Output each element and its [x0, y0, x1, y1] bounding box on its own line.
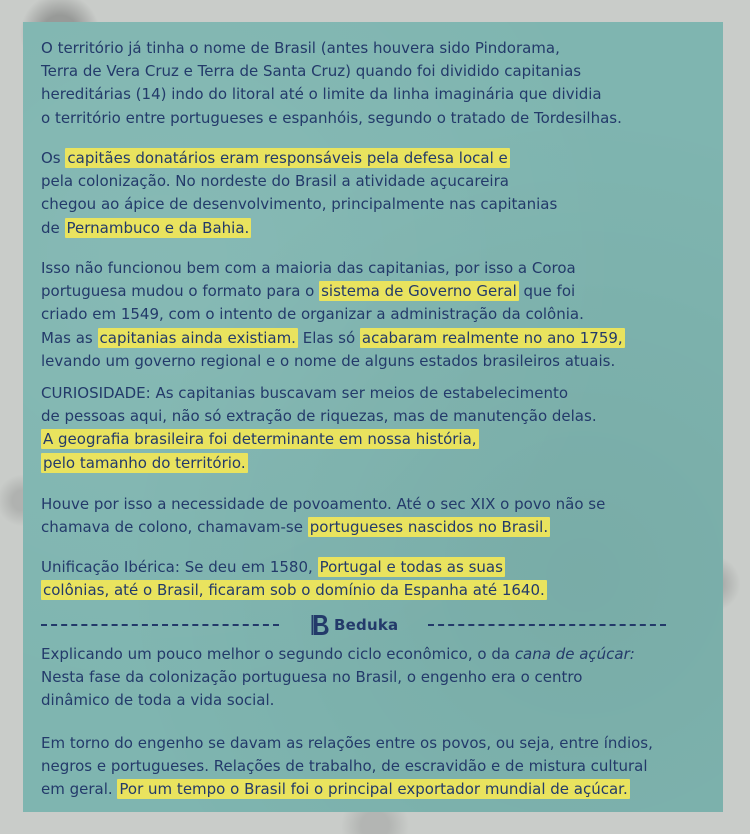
text-line [41, 280, 711, 303]
text-run: Unificação Ibérica: Se deu em 1580, [41, 558, 318, 576]
dashed-line-right [428, 624, 666, 626]
text-run: chamava de colono, chamavam-se [41, 518, 308, 537]
text-line [41, 579, 711, 602]
text-line: o território entre portugueses e espanhóis, segundo o tratado de Tordesilhas. [41, 108, 622, 127]
text-line [41, 217, 711, 240]
paragraph-curiosidade [41, 382, 711, 475]
text-line: criado em 1549, com o intento de organizar a administração da colônia. [41, 305, 584, 324]
beduka-logo [311, 612, 398, 638]
text-run: Os [41, 149, 66, 167]
italic-text: cana de açúcar: [514, 645, 635, 663]
text-run: Mas as [41, 328, 98, 347]
text-line [41, 643, 711, 666]
paragraph-cana-de-acucar [41, 643, 711, 713]
text-line: O território já tinha o nome de Brasil (antes houvera sido Pindorama, [41, 39, 560, 57]
text-run: de [41, 218, 65, 237]
paragraph-territory [41, 37, 711, 130]
beduka-b-icon [311, 613, 331, 637]
highlight: Portugal e todas as suas [319, 558, 503, 576]
highlight: pelo tamanho do território. [43, 453, 246, 472]
highlight: sistema de Governo Geral [321, 282, 517, 301]
text-line: Isso não funcionou bem com a maioria das capitanias, por isso a Coroa [41, 259, 576, 277]
text-line: dinâmico de toda a vida social. [41, 691, 275, 710]
text-line: pela colonização. No nordeste do Brasil a atividade açucareira [41, 172, 509, 191]
text-run: Explicando um pouco melhor o segundo ciclo econômico, o da [41, 645, 515, 663]
text-line: chegou ao ápice de desenvolvimento, principalmente nas capitanias [41, 195, 558, 214]
highlight: capitanias ainda existiam. [99, 328, 296, 347]
highlight: acabaram realmente no ano 1759, [361, 328, 623, 347]
text-line: de pessoas aqui, não só extração de riquezas, mas de manutenção delas. [41, 407, 597, 426]
text-line: CURIOSIDADE: As capitanias buscavam ser meios de estabelecimento [41, 384, 569, 402]
text-run: Elas só [297, 328, 360, 347]
highlight: colônias, até o Brasil, ficaram sob o domínio da Espanha até 1640. [43, 581, 545, 600]
text-line [41, 147, 711, 170]
text-line [41, 516, 711, 539]
text-run: que foi [518, 282, 576, 301]
highlight: capitães donatários eram responsáveis pela defesa local e [67, 149, 508, 167]
text-line: negros e portugueses. Relações de trabalho, de escravidão e de mistura cultural [41, 757, 648, 776]
highlight: Por um tempo o Brasil foi o principal exportador mundial de açúcar. [119, 780, 628, 799]
text-run: portuguesa mudou o formato para o [41, 282, 320, 301]
highlight: Pernambuco e da Bahia. [66, 218, 250, 237]
text-line: levando um governo regional e o nome de alguns estados brasileiros atuais. [41, 351, 616, 370]
text-run: em geral. [41, 780, 118, 799]
paragraph-unificacao-iberica [41, 556, 711, 602]
text-line [41, 778, 711, 801]
text-line [41, 452, 711, 475]
text-line [41, 556, 711, 579]
logo-divider [41, 612, 666, 638]
dashed-line-left [41, 624, 279, 626]
text-line: Em torno do engenho se davam as relações entre os povos, ou seja, entre índios, [41, 734, 653, 752]
text-line: hereditárias (14) indo do litoral até o limite da linha imaginária que dividia [41, 85, 602, 104]
highlight: portugueses nascidos no Brasil. [309, 518, 549, 537]
logo-text: Beduka [334, 616, 399, 634]
paragraph-povoamento [41, 493, 711, 539]
text-line [41, 428, 711, 451]
text-line: Terra de Vera Cruz e Terra de Santa Cruz) quando foi dividido capitanias [41, 62, 582, 81]
text-line: Houve por isso a necessidade de povoamento. Até o sec XIX o povo não se [41, 495, 606, 513]
text-line [41, 327, 711, 350]
paragraph-governo-geral [41, 257, 711, 373]
text-line: Nesta fase da colonização portuguesa no Brasil, o engenho era o centro [41, 668, 583, 687]
paragraph-engenho [41, 732, 711, 802]
paragraph-donatarios [41, 147, 711, 240]
highlight: A geografia brasileira foi determinante em nossa história, [43, 430, 477, 449]
